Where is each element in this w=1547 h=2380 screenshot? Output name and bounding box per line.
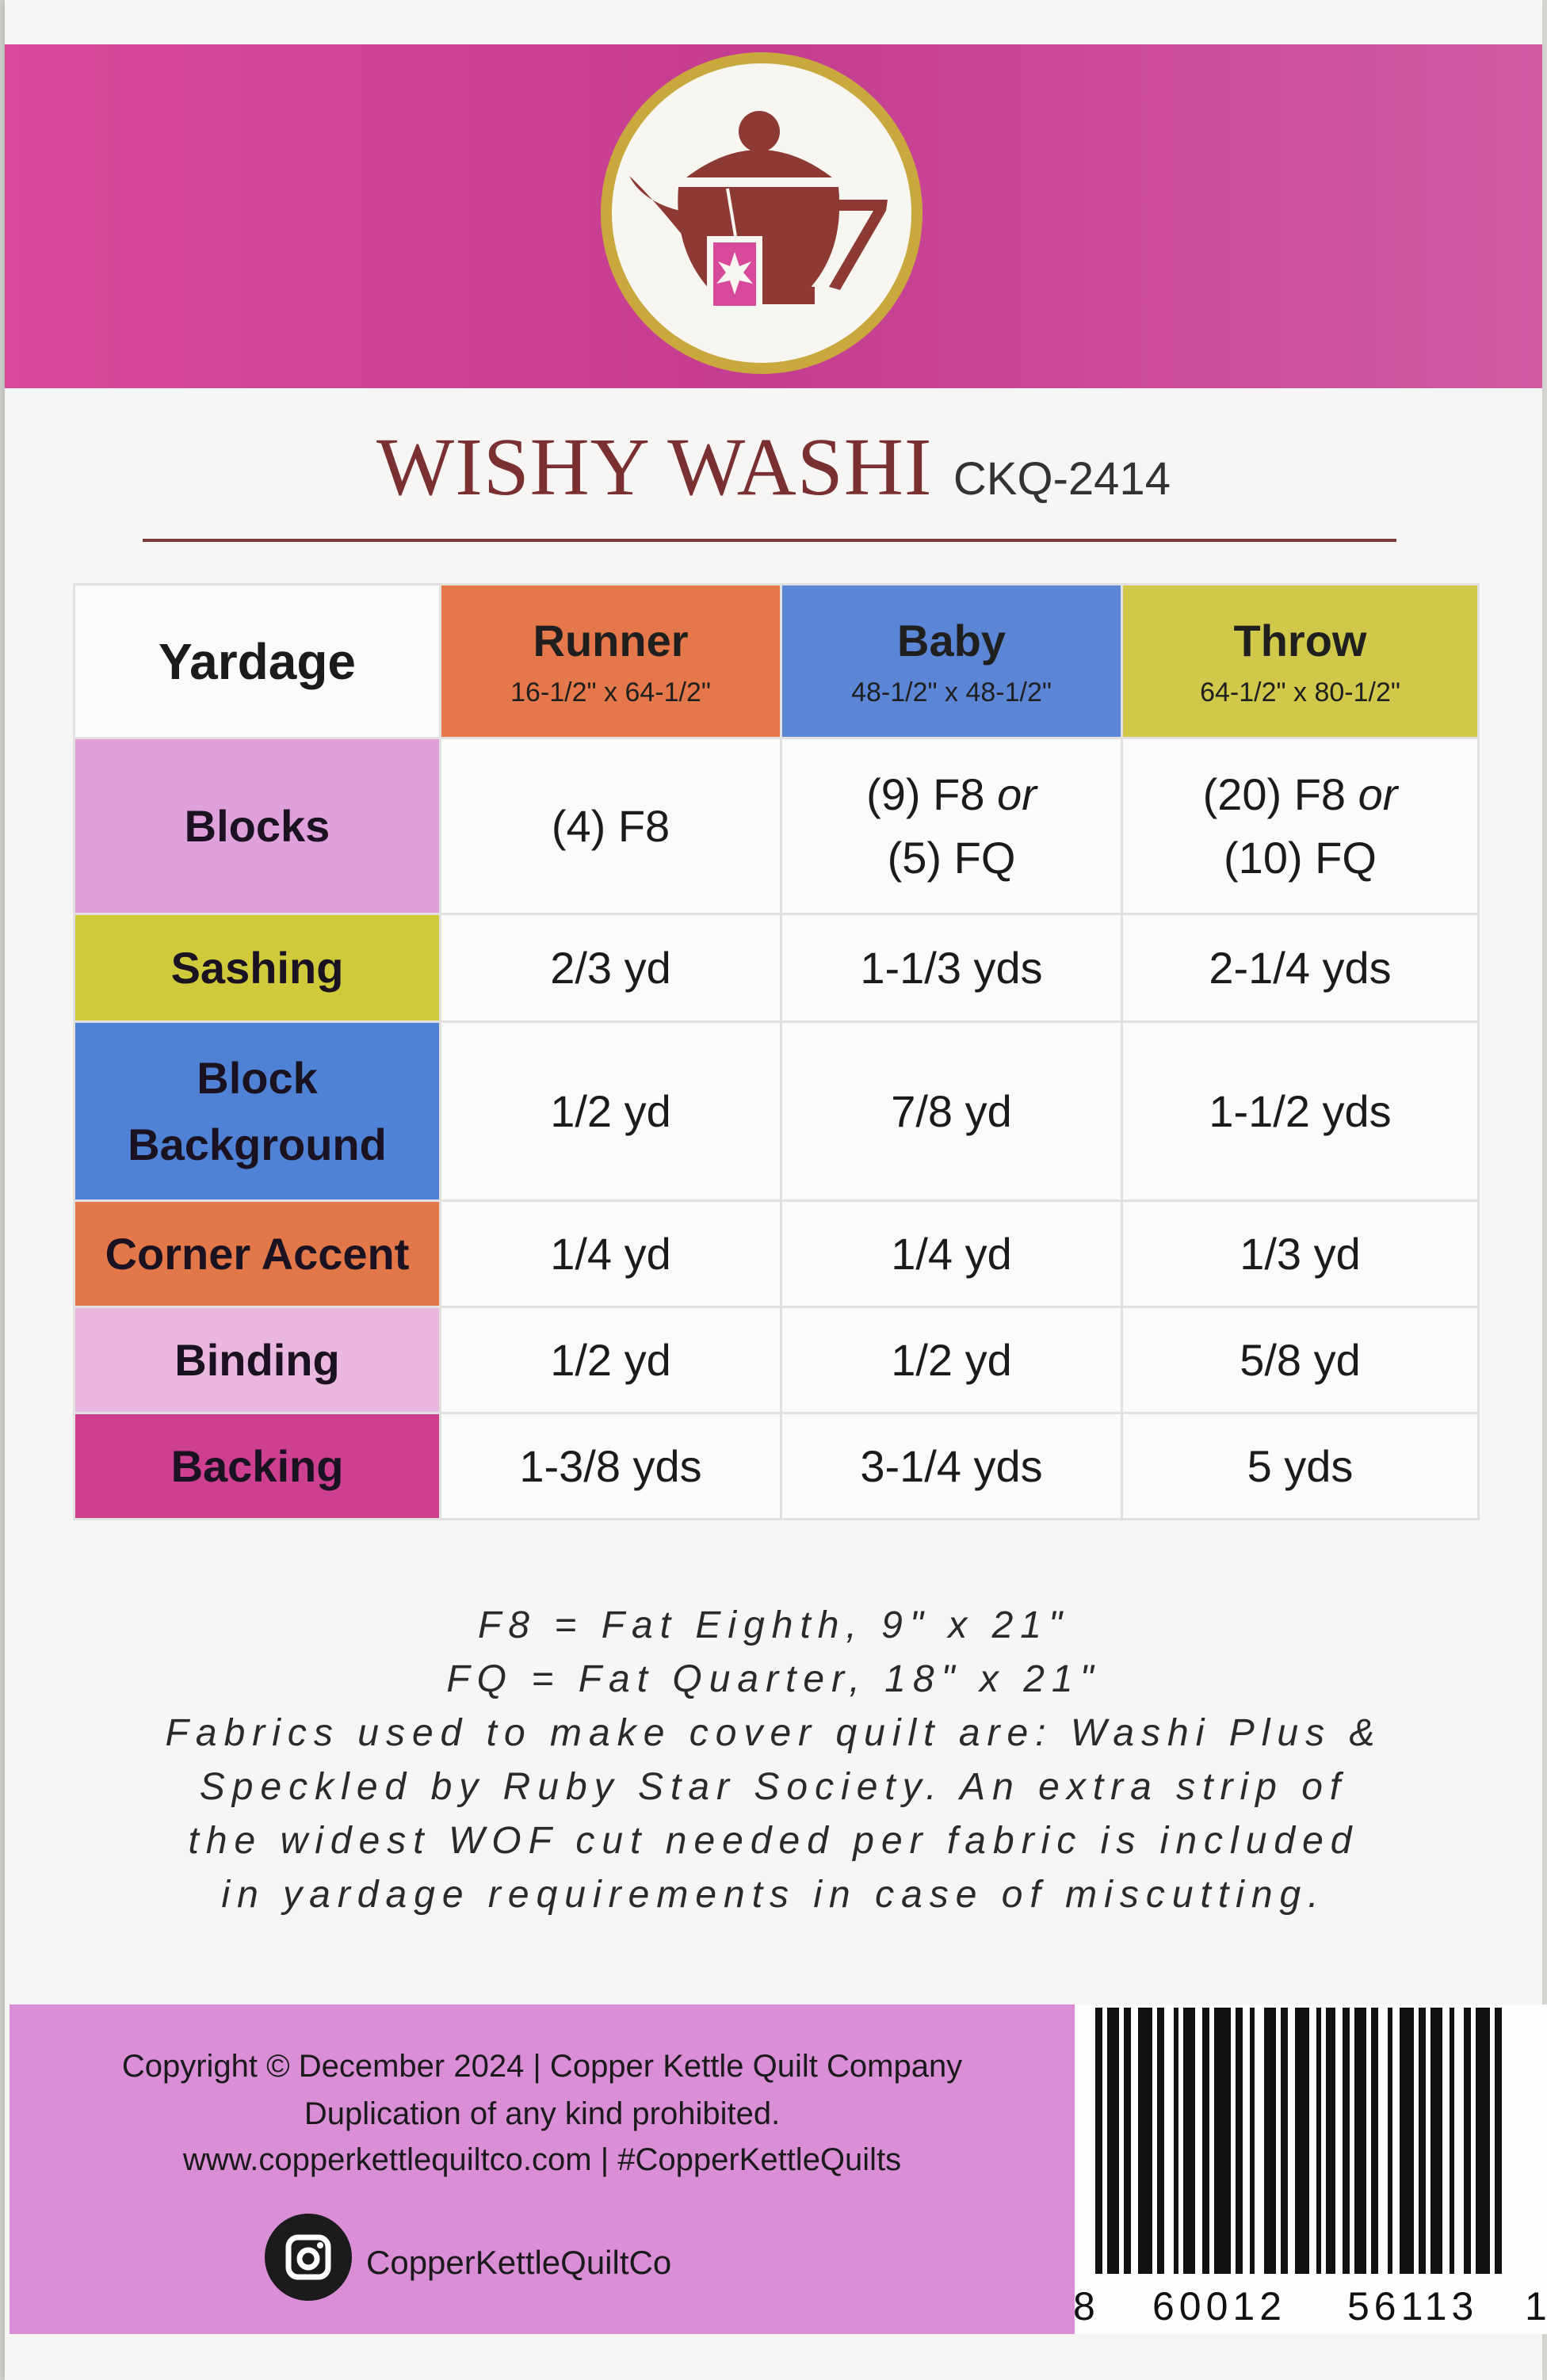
sashing-baby: 1-1/3 yds: [781, 914, 1122, 1022]
block-background-baby: 7/8 yd: [781, 1022, 1122, 1201]
binding-runner: 1/2 yd: [441, 1307, 781, 1413]
pattern-back-cover: [5, 0, 1547, 2380]
blocks-runner: (4) F8: [441, 738, 781, 914]
sashing-runner: 2/3 yd: [441, 914, 781, 1022]
barcode-number: [1070, 2283, 1547, 2331]
backing-label: Backing: [74, 1413, 441, 1520]
pattern-name: WISHY WASHI: [376, 421, 933, 513]
pattern-title: [5, 420, 1542, 514]
corner-accent-baby: 1/4 yd: [781, 1201, 1122, 1307]
table-row: [74, 1307, 1479, 1413]
footer-panel: [10, 2004, 1075, 2334]
block-background-runner: 1/2 yd: [441, 1022, 781, 1201]
runner-size: 16-1/2" x 64-1/2": [510, 677, 711, 708]
baby-label: Baby: [897, 615, 1006, 666]
binding-baby: 1/2 yd: [781, 1307, 1122, 1413]
yardage-header: Yardage: [74, 585, 441, 738]
barcode-last-digit: 1: [1525, 2284, 1547, 2329]
backing-runner: 1-3/8 yds: [441, 1413, 781, 1520]
runner-label: Runner: [533, 615, 689, 666]
binding-label: Binding: [74, 1307, 441, 1413]
table-row: [74, 738, 1479, 914]
teapot-icon: [601, 52, 922, 374]
table-row: [74, 914, 1479, 1022]
block-background-label: Block Background: [74, 1022, 441, 1201]
teapot-logo: [601, 52, 922, 374]
instagram-icon[interactable]: [265, 2214, 352, 2301]
throw-label: Throw: [1233, 615, 1367, 666]
fabric-notes: [5, 1599, 1542, 1922]
barcode-first-digit: 8: [1073, 2284, 1095, 2329]
note-line: Fabrics used to make cover quilt are: Washi Plus &: [165, 1712, 1382, 1754]
yardage-table: [73, 583, 1480, 1520]
corner-accent-label: Corner Accent: [74, 1201, 441, 1307]
title-divider: [143, 539, 1396, 542]
runner-header: [441, 585, 781, 738]
table-row: [74, 1413, 1479, 1520]
table-row: [74, 1201, 1479, 1307]
instagram-handle[interactable]: CopperKettleQuiltCo: [366, 2244, 672, 2281]
throw-size: 64-1/2" x 80-1/2": [1200, 677, 1400, 708]
blocks-label: Blocks: [74, 738, 441, 914]
binding-throw: 5/8 yd: [1122, 1307, 1479, 1413]
blocks-baby: (9) F8 or (5) FQ: [781, 738, 1122, 914]
table-header-row: [74, 585, 1479, 738]
blocks-throw: (20) F8 or (10) FQ: [1122, 738, 1479, 914]
backing-throw: 5 yds: [1122, 1413, 1479, 1520]
backing-baby: 3-1/4 yds: [781, 1413, 1122, 1520]
copyright-text: Copyright © December 2024 | Copper Kettle Quilt Company: [121, 2049, 963, 2084]
barcode-left-group: 60012: [1152, 2284, 1287, 2329]
barcode-right-group: 56113: [1347, 2284, 1479, 2329]
sashing-throw: 2-1/4 yds: [1122, 914, 1479, 1022]
note-line: Speckled by Ruby Star Society. An extra strip of: [199, 1766, 1348, 1808]
note-line: the widest WOF cut needed per fabric is included: [188, 1820, 1359, 1862]
duplication-text: Duplication of any kind prohibited.: [304, 2096, 781, 2131]
sashing-label: Sashing: [74, 914, 441, 1022]
note-line: F8 = Fat Eighth, 9" x 21": [477, 1604, 1069, 1646]
corner-accent-throw: 1/3 yd: [1122, 1201, 1479, 1307]
baby-size: 48-1/2" x 48-1/2": [851, 677, 1052, 708]
website-link[interactable]: www.copperkettlequiltco.com | #CopperKettleQuilts: [182, 2142, 902, 2177]
baby-header: [781, 585, 1122, 738]
note-line: FQ = Fat Quarter, 18" x 21": [446, 1658, 1101, 1700]
corner-accent-runner: 1/4 yd: [441, 1201, 781, 1307]
block-background-throw: 1-1/2 yds: [1122, 1022, 1479, 1201]
note-line: in yardage requirements in case of miscutting.: [221, 1874, 1326, 1916]
throw-header: [1122, 585, 1479, 738]
pattern-code: CKQ-2414: [953, 453, 1171, 505]
table-row: [74, 1022, 1479, 1201]
